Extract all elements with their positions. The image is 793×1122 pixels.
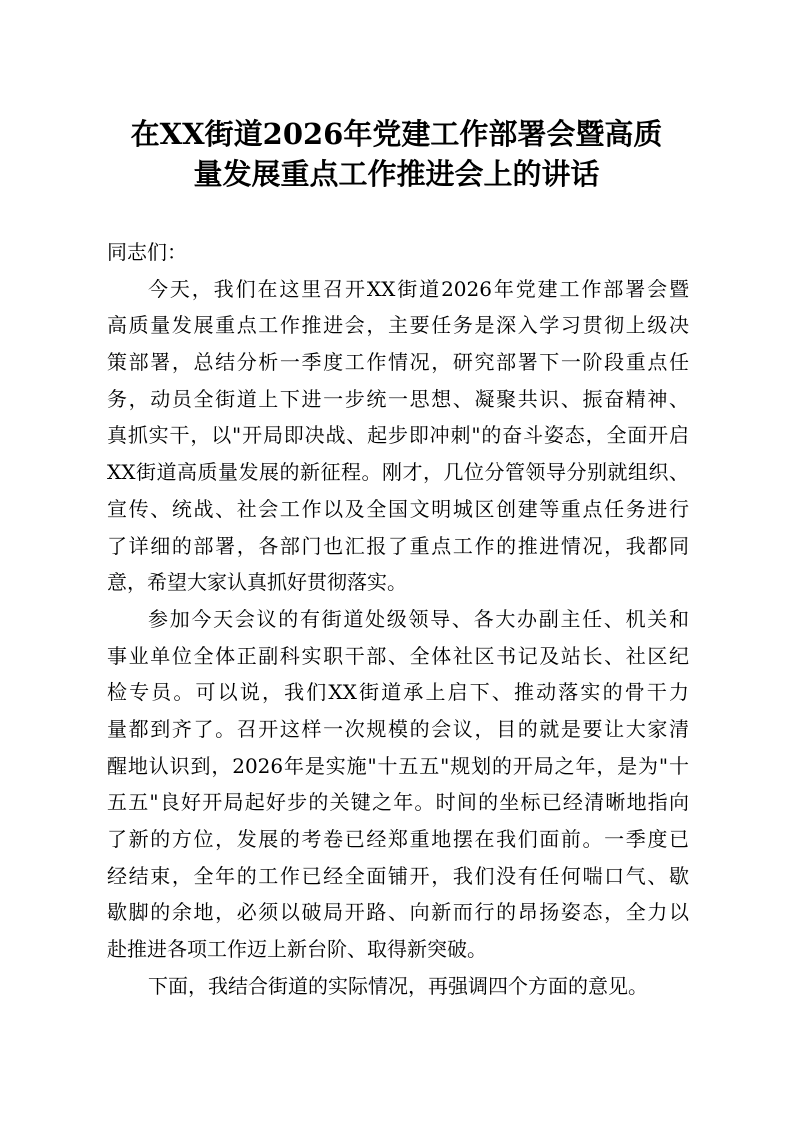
text-line: 真抓实干，以"开局即决战、起步即冲刺"的奋斗姿态，全面开启 — [107, 423, 689, 448]
paragraph — [107, 271, 689, 601]
title-line: 量发展重点工作推进会上的讲话 — [193, 157, 600, 191]
text-line: 量都到齐了。召开这样一次规模的会议，目的就是要让大家清 — [107, 716, 689, 741]
paragraph — [107, 601, 689, 968]
text-line: 宣传、统战、社会工作以及全国文明城区创建等重点任务进行 — [107, 496, 689, 521]
paragraph — [107, 968, 689, 1005]
text-line: 事业单位全体正副科实职干部、全体社区书记及站长、社区纪 — [107, 643, 689, 668]
text-line: 参加今天会议的有街道处级领导、各大办副主任、机关和 — [148, 606, 689, 631]
text-line: 策部署，总结分析一季度工作情况，研究部署下一阶段重点任 — [107, 350, 689, 375]
text-line: 今天，我们在这里召开XX街道2026年党建工作部署会暨 — [148, 276, 689, 301]
text-line: 歇脚的余地，必须以破局开路、向新而行的昂扬姿态，全力以 — [107, 900, 689, 925]
document-title — [90, 114, 703, 194]
text-line: 醒地认识到，2026年是实施"十五五"规划的开局之年，是为"十 — [107, 753, 689, 778]
title-line: 在XX街道2026年党建工作部署会暨高质 — [130, 117, 663, 151]
text-line: 务，动员全街道上下进一步统一思想、凝聚共识、振奋精神、 — [107, 386, 689, 411]
text-line: 高质量发展重点工作推进会，主要任务是深入学习贯彻上级决 — [107, 313, 689, 338]
text-line: 赴推进各项工作迈上新台阶、取得新突破。 — [107, 937, 487, 962]
text-line: 了新的方位，发展的考卷已经郑重地摆在我们面前。一季度已 — [107, 827, 689, 851]
text-line: XX街道高质量发展的新征程。刚才，几位分管领导分别就组织、 — [107, 460, 689, 485]
text-line: 经结束，全年的工作已经全面铺开，我们没有任何喘口气、歇 — [107, 863, 689, 888]
text-line: 了详细的部署，各部门也汇报了重点工作的推进情况，我都同 — [107, 533, 689, 558]
document-body — [107, 234, 689, 1004]
text-line: 五五"良好开局起好步的关键之年。时间的坐标已经清晰地指向 — [107, 790, 689, 815]
text-line: 下面，我结合街道的实际情况，再强调四个方面的意见。 — [148, 973, 648, 998]
paragraphs — [107, 271, 689, 1005]
salutation: 同志们： — [107, 240, 187, 264]
text-line: 检专员。可以说，我们XX街道承上启下、推动落实的骨干力 — [107, 680, 689, 705]
text-line: 意，希望大家认真抓好贯彻落实。 — [107, 570, 407, 595]
